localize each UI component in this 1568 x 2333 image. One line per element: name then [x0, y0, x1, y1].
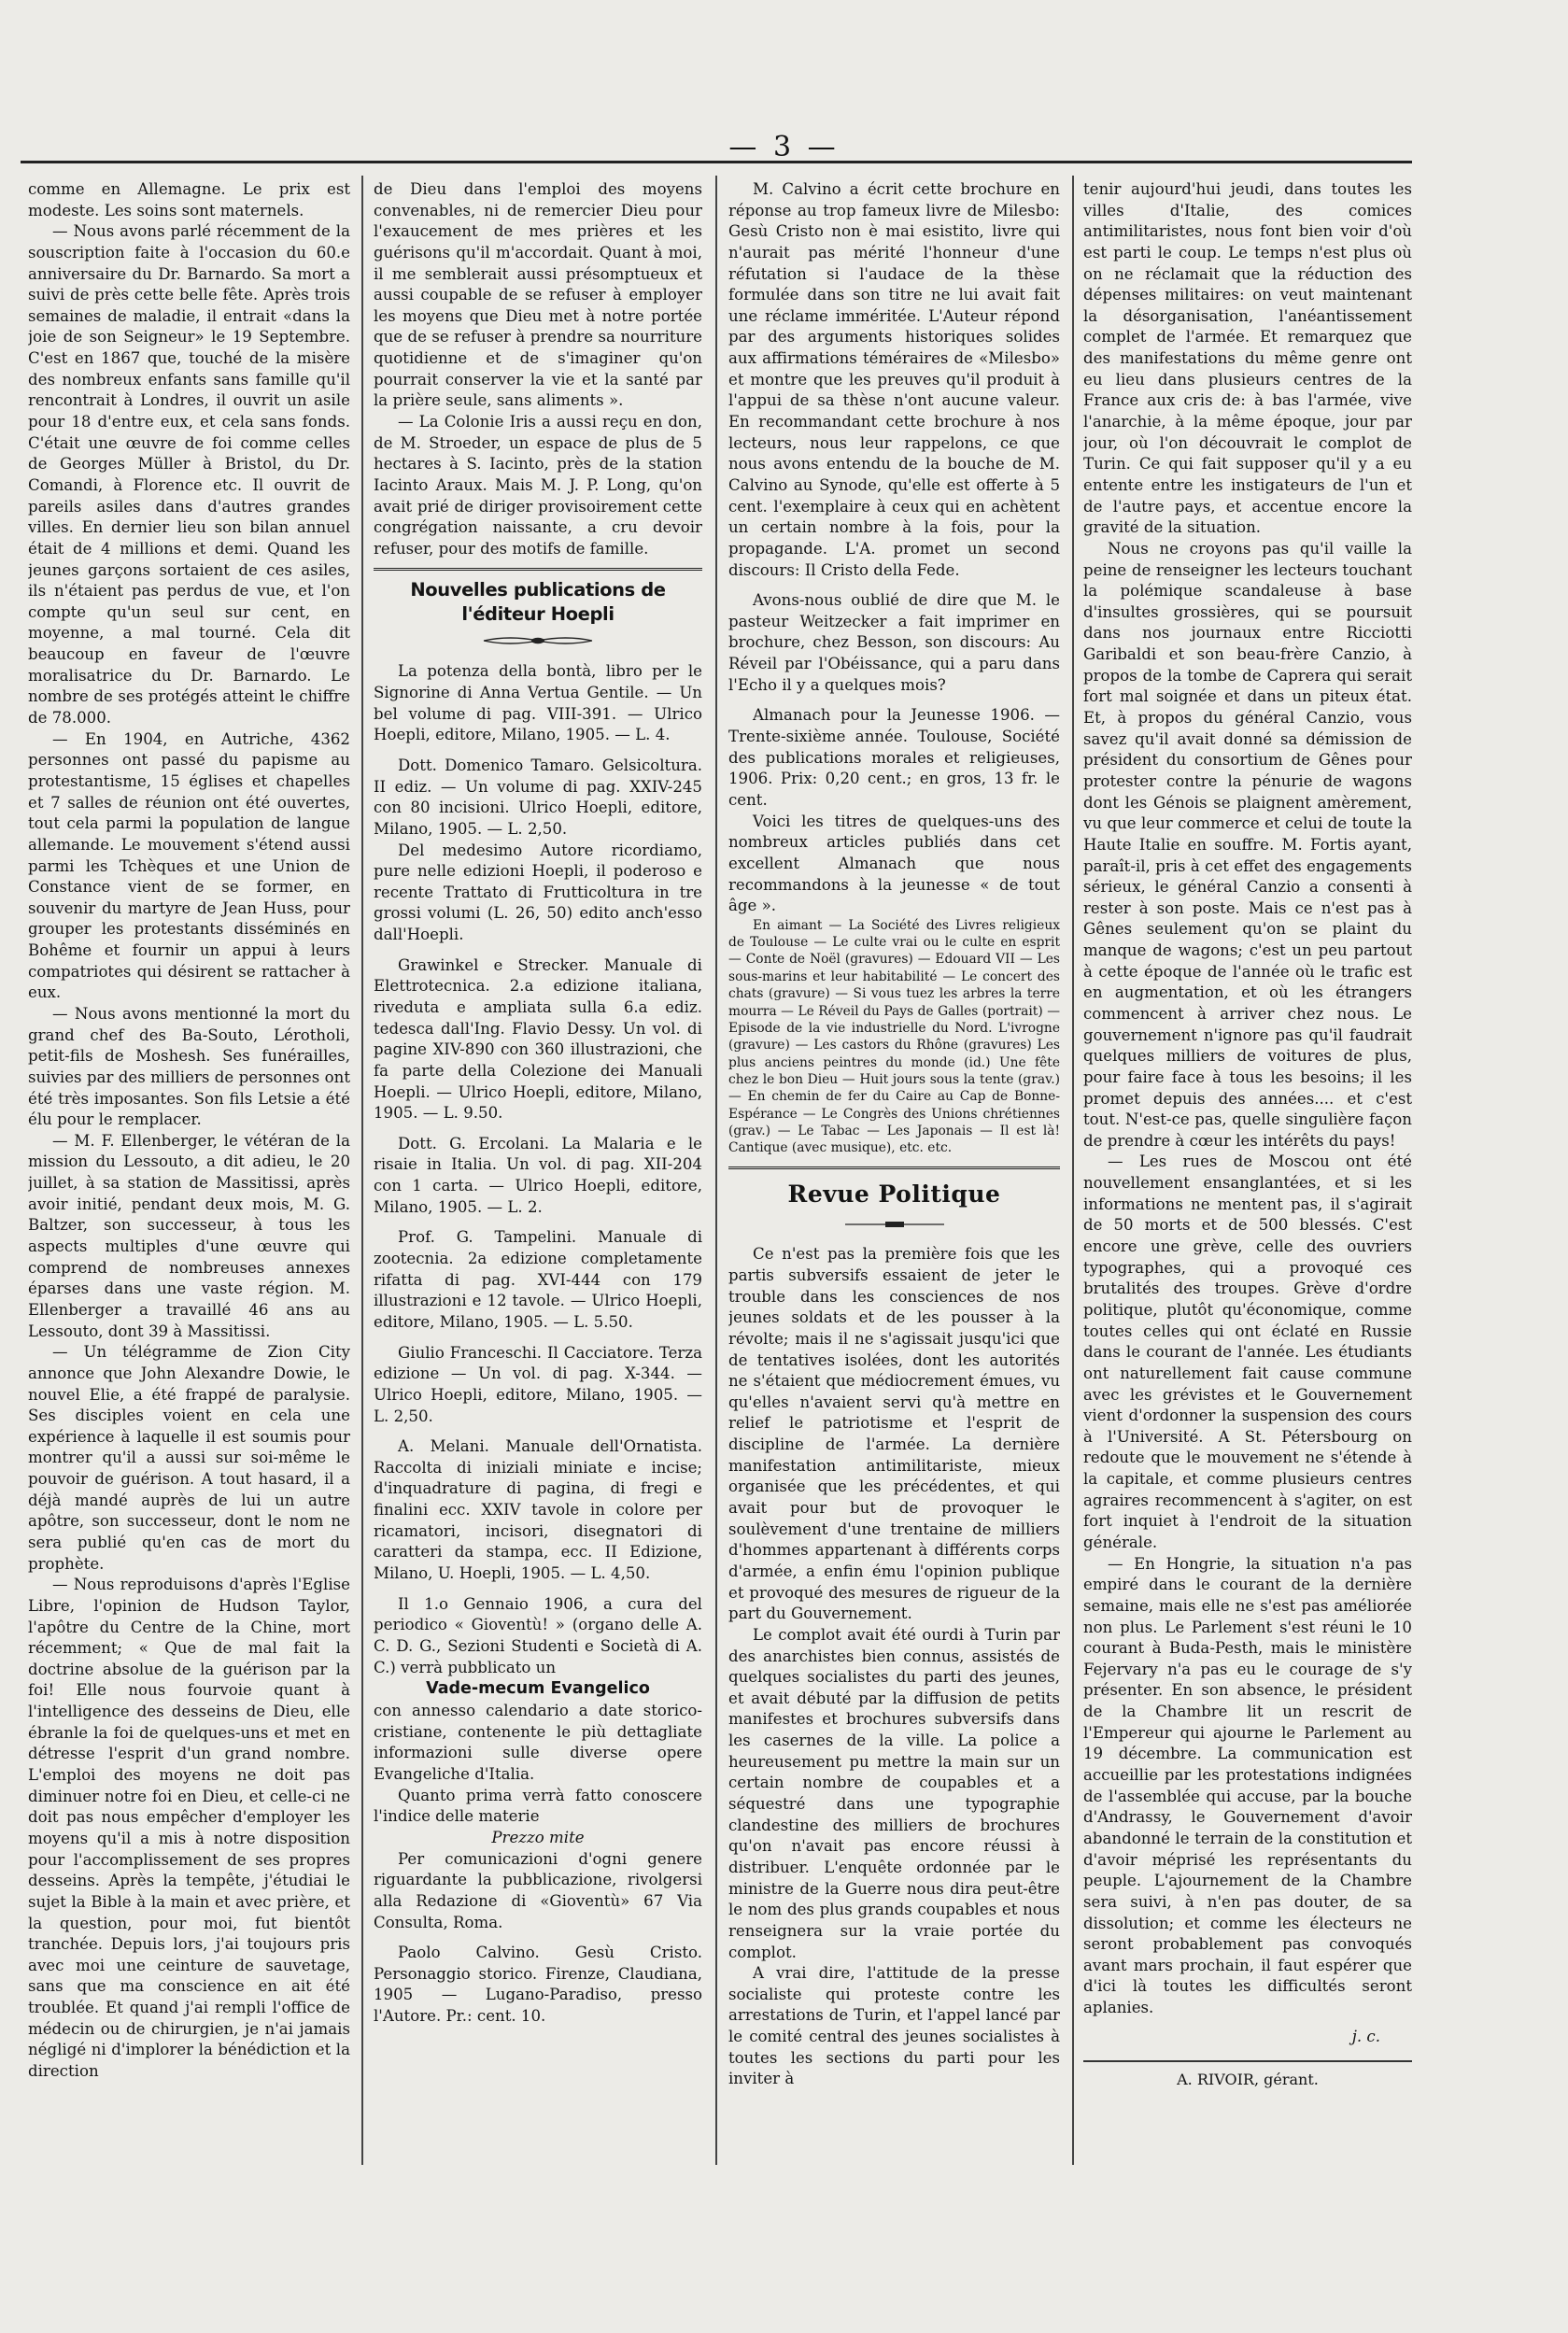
book-notice: Prof. G. Tampelini. Manuale di zootecnia. 2a edizione completamente rifatta di pag. XVI-444 con 179 illustrazioni e 12 tavole. — Ulrico Hoepli, editore, Milano, 1905. — L. 5.50. — [374, 1228, 702, 1331]
column-4 — [1083, 179, 1412, 2169]
book-notice: Del medesimo Autore ricordiamo, pure nelle edizioni Hoepli, il poderoso e recente Trattato di Frutticoltura in tre grossi volumi (L. 26, 50) edito anch'esso dall'Hoepli. — [374, 841, 702, 944]
paragraph: Le complot avait été ourdi à Turin par des anarchistes bien connus, assistés de quelques socialistes du parti des jeunes, et avait débuté par la diffusion de petits manifestes et brochures subversifs dans les casernes de la ville. La police a heureusement pu mettre la main sur un certain nombre de coupables et a séquestré dans une typographie clandestine des milliers de brochures qu'on n'avait pas encore réussi à distribuer. L'enquête ordonnée par le ministre de la Guerre nous dira peut-être le nom des plus grands coupables et nous renseignera sur la vraie portée du complot. — [728, 1625, 1060, 1961]
paragraph: Ce n'est pas la première fois que les partis subversifs essaient de jeter le trouble dans les consciences de nos jeunes soldats et de les pousser à la révolte; mais il ne s'agissait jusqu'ici que de tentatives isolées, dont les autorités ne s'étaient que médiocrement émues, vu qu'elles n'avaient servi qu'à mettre en relief le patriotisme et l'esprit de discipline de l'armée. La dernière manifestation antimilitariste, mieux organisée que les précédentes, et qui avait pour but de provoquer le soulèvement d'une trentaine de milliers d'hommes appartenant à différents corps d'armée, a enfin ému l'opinion publique et provoqué des mesures de rigueur de la part du Gouvernement. — [728, 1245, 1060, 1623]
column-2 — [374, 179, 702, 2169]
paragraph-autriche: — En 1904, en Autriche, 4362 personnes ont passé du papisme au protestantisme, 15 églises et chapelles et 7 salles de réunion ont été ouvertes, tout cela parmi la population de langue allemande. Le mouvement s'étend aussi parmi les Tchèques et une Union de Constance vient de se former, en souvenir du martyre de Jean Huss, pour grouper les protestants disséminés en Bohême et fournir un appui à leurs compatriotes qui désirent se rattacher à eux. — [28, 729, 350, 1002]
paragraph: A vrai dire, l'attitude de la presse socialiste qui proteste contre les arrestations de Turin, et l'appel lancé par le comité central des jeunes socialistes à toutes les sections du parti pour les inviter à — [728, 1964, 1060, 2088]
paragraph: de Dieu dans l'emploi des moyens convenables, ni de remercier Dieu pour l'exaucement de mes prières et les guérisons qu'il m'accordait. Quant à moi, il me semblerait aussi présomptueux et aussi coupable de se refuser à employer les moyens que Dieu met à notre portée que de se refuser à prendre sa nourriture quotidienne et de s'imaginer qu'on pourrait conserver la vie et la santé par la prière seule, sans aliments ». — [374, 180, 702, 410]
vade-mecum-title: Vade-mecum Evangelico — [426, 1679, 650, 1699]
paragraph-almanach: Almanach pour la Jeunesse 1906. — Trente-sixième année. Toulouse, Société des publications morales et religieuses, 1906. Prix: 0,20 cent.; en gros, 13 fr. le cent. — [728, 706, 1060, 809]
top-rule — [21, 161, 1412, 163]
book-notice-calvino: Paolo Calvino. Gesù Cristo. Personaggio storico. Firenze, Claudiana, 1905 — Lugano-Paradiso, presso l'Autore. Pr.: cent. 10. — [374, 1944, 702, 2026]
price-line: Prezzo mite — [491, 1828, 585, 1846]
column-1 — [28, 179, 350, 2169]
book-notice: La potenza della bontà, libro per le Signorine di Anna Vertua Gentile. — Un bel volume di pag. VIII-391. — Ulrico Hoepli, editore, Milano, 1905. — L. 4. — [374, 662, 702, 744]
paragraph: comme en Allemagne. Le prix est modeste. Les soins sont maternels. — [28, 180, 350, 219]
paragraph-dowie: — Un télégramme de Zion City annonce que John Alexandre Dowie, le nouvel Elie, a été frappé de paralysie. Ses disciples voient en cela une expérience à laquelle il est soumis pour montrer qu'il a aussi sur soi-même le pouvoir de guérison. A tout hasard, il a déjà mandé auprès de lui un autre apôtre, son successeur, dont le nom ne sera publié qu'en cas de mort du prophète. — [28, 1343, 350, 1573]
paragraph: Avons-nous oublié de dire que M. le pasteur Weitzecker a fait imprimer en brochure, chez Besson, son discours: Au Réveil par l'Obéissance, qui a paru dans l'Echo il y a quelques mois? — [728, 591, 1060, 694]
column-rule — [715, 176, 717, 2165]
gioventu-notice: Quanto prima verrà fatto conoscere l'indice delle materie — [374, 1786, 702, 1826]
gioventu-notice: Il 1.o Gennaio 1906, a cura del periodico « Gioventù! » (organo delle A. C. D. G., Sezioni Studenti e Società di A. C.) verrà pubblicato un — [374, 1594, 702, 1676]
gioventu-notice: con annesso calendario a date storico-cristiane, contenente le più dettagliate informazioni sulle diverse opere Evangeliche d'Italia. — [374, 1702, 702, 1784]
book-notice: Dott. G. Ercolani. La Malaria e le risaie in Italia. Un vol. di pag. XII-204 con 1 carta. — Ulrico Hoepli, editore, Milano, 1905. — L. 2. — [374, 1134, 702, 1216]
section-heading-hoepli: Nouvelles publications de l'éditeur Hoepli — [374, 568, 702, 628]
paragraph-moscou: — Les rues de Moscou ont été nouvellement ensanglantées, et si les informations ne mentent pas, il s'agirait de 50 morts et de 500 blessés. C'est encore une grève, celle des ouvriers typographes, qui a provoqué ces brutalités des troupes. Grève d'ordre politique, plutôt qu'économique, comme toutes celles qui ont éclaté en Russie dans le courant de l'année. Les étudiants ont naturellement fait cause commune avec les grévistes et le Gouvernement vient d'ordonner la suspension des cours à l'Université. A St. Pétersbourg on redoute que le mouvement ne s'étende à la capitale, et comme plusieurs centres agraires recommencent à s'agiter, on est fort inquiet à l'endroit de la situation générale. — [1083, 1152, 1412, 1551]
gioventu-notice: Per comunicazioni d'ogni genere riguardante la pubblicazione, rivolgersi alla Redazione di «Gioventù» 67 Via Consulta, Roma. — [374, 1849, 702, 1931]
paragraph: tenir aujourd'hui jeudi, dans toutes les villes d'Italie, des comices antimilitaristes, nous font bien voir d'où est parti le coup. Le temps n'est plus où on ne réclamait que la réduction des dépenses militaires: on veut maintenant la désorganisation, l'anéantissement complet de l'armée. Et remarquez que des manifestations du même genre ont eu lieu dans plusieurs centres de la France aux cris de: à bas l'armée, vive l'anarchie, à la même époque, jour par jour, où l'on découvrait le complot de Turin. Ce qui fait supposer qu'il y a eu entente entre les instigateurs de l'un et de l'autre pays, et accentue encore la gravité de la situation. — [1083, 180, 1412, 537]
column-3 — [728, 179, 1060, 2169]
book-notice: Grawinkel e Strecker. Manuale di Elettrotecnica. 2.a edizione italiana, riveduta e ampliata sulla 6.a ediz. tedesca dall'Ing. Flavio Dessy. Un vol. di pagine XIV-890 con 360 illustrazioni, che fa parte della Colezione dei Manuali Hoepli. — Ulrico Hoepli, editore, Milano, 1905. — L. 9.50. — [374, 955, 702, 1123]
paragraph-hongrie: — En Hongrie, la situation n'a pas empiré dans le courant de la dernière semaine, mais elle ne s'est pas améliorée non plus. Le Parlement s'est réuni le 10 courant à Buda-Pesth, mais le ministère Fejervary n'a pas eu le courage de s'y présenter. En son absence, le président de la Chambre lit un rescrit de l'Empereur qui ajourne le Parlement au 19 décembre. La communication est accueillie par les protestations indignées de l'assemblée qui accuse, par la bouche d'Andrassy, le Gouvernement d'avoir abandonné le terrain de la constitution et d'avoir méprisé les représentants du peuple. L'ajournement de la Chambre sera suivi, à n'en pas douter, de sa dissolution; et comme les électeurs ne seront probablement pas convoqués avant mars prochain, il faut espérer que d'ici là toutes les difficultés seront aplanies. — [1083, 1554, 1412, 2017]
ornament-divider — [728, 1214, 1060, 1236]
paragraph: Nous ne croyons pas qu'il vaille la peine de renseigner les lecteurs touchant la polémique scandaleuse à base d'insultes grossières, qui se poursuit dans nos journaux entre Ricciotti Garibaldi et son beau-frère Canzio, à propos de la tombe de Caprera qui serait fort mal soignée et dans un piteux état. Et, à propos du général Canzio, vous savez qu'il avait donné sa démission de président du consortium de Gênes pour protester contre la pénurie de wagons dont les Génois se plaignent amèrement, vu que leur commerce et celui de toute la Haute Italie en souffre. M. Fortis ayant, paraît-il, pris à cet effet des engagements sérieux, le général Canzio a consenti à rester à son poste. Mais ce n'est pas à Gênes seulement qu'on se plaint du manque de wagons; c'est un peu partout à cette époque de l'année où le trafic est en augmentation, et où les étrangers commencent à arriver chez nous. Le gouvernement n'ignore pas qu'il faudrait quelques milliers de voitures de plus, pour faire face à tous les besoins; il les promet depuis des années.... et c'est tout. N'est-ce pas, quelle singulière façon de prendre à cœur les intérêts du pays! — [1083, 539, 1412, 1150]
paragraph: Voici les titres de quelques-uns des nombreux articles publiés dans cet excellent Almanach que nous recommandons à la jeunesse « de tout âge ». — [728, 812, 1060, 915]
gerant-line: A. RIVOIR, gérant. — [1083, 2060, 1412, 2090]
paragraph-barnardo: — Nous avons parlé récemment de la souscription faite à l'occasion du 60.e anniversaire du Dr. Barnardo. Sa mort a suivi de près cette belle fête. Après trois semaines de maladie, il entrait «dans la joie de son Seigneur» le 19 Septembre. C'est en 1867 que, touché de la misère des nombreux enfants sans famille qu'il rencontrait à Londres, il ouvrit un asile pour 18 d'entre eux, et cela sans fonds. C'était une œuvre de foi comme celles de Georges Müller à Bristol, du Dr. Comandi, à Florence etc. Il ouvrit de pareils asiles dans d'autres grandes villes. En dernier lieu son bilan annuel était de 4 millions et demi. Quand les jeunes garçons sortaient de ces asiles, ils n'étaient pas perdus de vue, et l'on compte qu'un seul sur cent, en moyenne, a mal tourné. Cela dit beaucoup en faveur de l'œuvre moralisatrice du Dr. Barnardo. Le nombre de ses protégés atteint le chiffre de 78.000. — [28, 222, 350, 728]
column-rule — [361, 176, 363, 2165]
author-signature: j. c. — [1351, 2027, 1380, 2045]
book-notice: A. Melani. Manuale dell'Ornatista. Raccolta di iniziali miniate e incise; d'inquadrature di pagina, di fregi e finalini ecc. XXIV tavole in colore per ricamatori, incisori, disegnatori di caratteri da stampa, ecc. II Edizione, Milano, U. Hoepli, 1905. — L. 4,50. — [374, 1437, 702, 1583]
paragraph: M. Calvino a écrit cette brochure en réponse au trop fameux livre de Milesbo: Gesù Cristo non è mai esistito, livre qui n'aurait pas mérité l'honneur d'une réfutation si l'audace de la thèse formulée dans son titre ne lui avait fait une réclame imméritée. L'Auteur répond par des arguments historiques solides aux affirmations téméraires de «Milesbo» et montre que les preuves qu'il produit à l'appui de sa thèse n'ont aucune valeur. En recommandant cette brochure à nos lecteurs, nous leur rappelons, ce que nous avons entendu de la bouche de M. Calvino au Synode, qu'elle est offerte à 5 cent. l'exemplaire à ceux qui en achètent un certain nombre à la fois, pour la propagande. L'A. promet un second discours: Il Cristo della Fede. — [728, 180, 1060, 579]
section-heading-revue-politique: Revue Politique — [728, 1166, 1060, 1210]
paragraph-lerotholi: — Nous avons mentionné la mort du grand chef des Ba-Souto, Lérotholi, petit-fils de Moshesh. Ses funérailles, suivies par des milliers de personnes ont été très imposantes. Son fils Letsie a été élu pour le remplacer. — [28, 1004, 350, 1129]
column-rule — [1072, 176, 1074, 2165]
almanach-contents: En aimant — La Société des Livres religieux de Toulouse — Le culte vrai ou le culte en esprit — Conte de Noël (gravures) — Edouard VII — Les sous-marins et leur habitabilité — Le concert des chats (gravure) — Si vous tuez les arbres la terre mourra — Le Réveil du Pays de Galles (portrait) — Episode de la vie industrielle du Nord. L'ivrogne (gravure) — Les castors du Rhône (gravures) Les plus anciens peintres du monde (id.) Une fête chez le bon Dieu — Huit jours sous la tente (grav.) — En chemin de fer du Caire au Cap de Bonne-Espérance — Le Congrès des Unions chrétiennes (grav.) — Le Tabac — Les Japonais — Il est là! Cantique (avec musique), etc. etc. — [728, 917, 1060, 1156]
book-notice: Giulio Franceschi. Il Cacciatore. Terza edizione — Un vol. di pag. X-344. — Ulrico Hoepli, editore, Milano, 1905. — L. 2,50. — [374, 1343, 702, 1425]
paragraph-colonie-iris: — La Colonie Iris a aussi reçu en don, de M. Stroeder, un espace de plus de 5 hectares à S. Iacinto, près de la station Iacinto Araux. Mais M. J. P. Long, qu'on avait prié de diriger provisoirement cette congrégation naissante, a cru devoir refuser, pour des motifs de famille. — [374, 413, 702, 558]
ornament-divider — [374, 631, 702, 653]
page-number: — 3 — — [728, 131, 840, 163]
paragraph-ellenberger: — M. F. Ellenberger, le vétéran de la mission du Lessouto, a dit adieu, le 20 juillet, à sa station de Massitissi, après avoir initié, pendant deux mois, M. G. Baltzer, son successeur, à tous les aspects multiples d'une œuvre qui comprend de nombreuses annexes éparses dans une vaste région. M. Ellenberger a travaillé 46 ans au Lessouto, dont 39 à Massitissi. — [28, 1131, 350, 1340]
paragraph-hudson-taylor: — Nous reproduisons d'après l'Eglise Libre, l'opinion de Hudson Taylor, l'apôtre du Centre de la Chine, mort récemment; « Que de mal fait la doctrine absolue de la guérison par la foi! Elle nous fourvoie quant à l'intelligence des desseins de Dieu, elle ébranle la foi de quelques-uns et met en détresse l'esprit d'un grand nombre. L'emploi des moyens ne doit pas diminuer notre foi en Dieu, et celle-ci ne doit pas nous empêcher d'employer les moyens qu'il a mis à notre disposition pour l'accomplissement de ses propres desseins. Après la tempête, j'étudiai le sujet la Bible à la main et avec prière, et la question, pour moi, fut bientôt tranchée. Depuis lors, j'ai toujours pris avec moi une ceinture de sauvetage, sans que ma conscience en ait été troublée. Et quand j'ai rempli l'office de médecin ou de chirurgien, je n'ai jamais négligé ni d'implorer la bénédiction et la direction — [28, 1576, 350, 2081]
book-notice: Dott. Domenico Tamaro. Gelsicoltura. II ediz. — Un volume di pag. XXIV-245 con 80 incisioni. Ulrico Hoepli, editore, Milano, 1905. — L. 2,50. — [374, 756, 702, 838]
